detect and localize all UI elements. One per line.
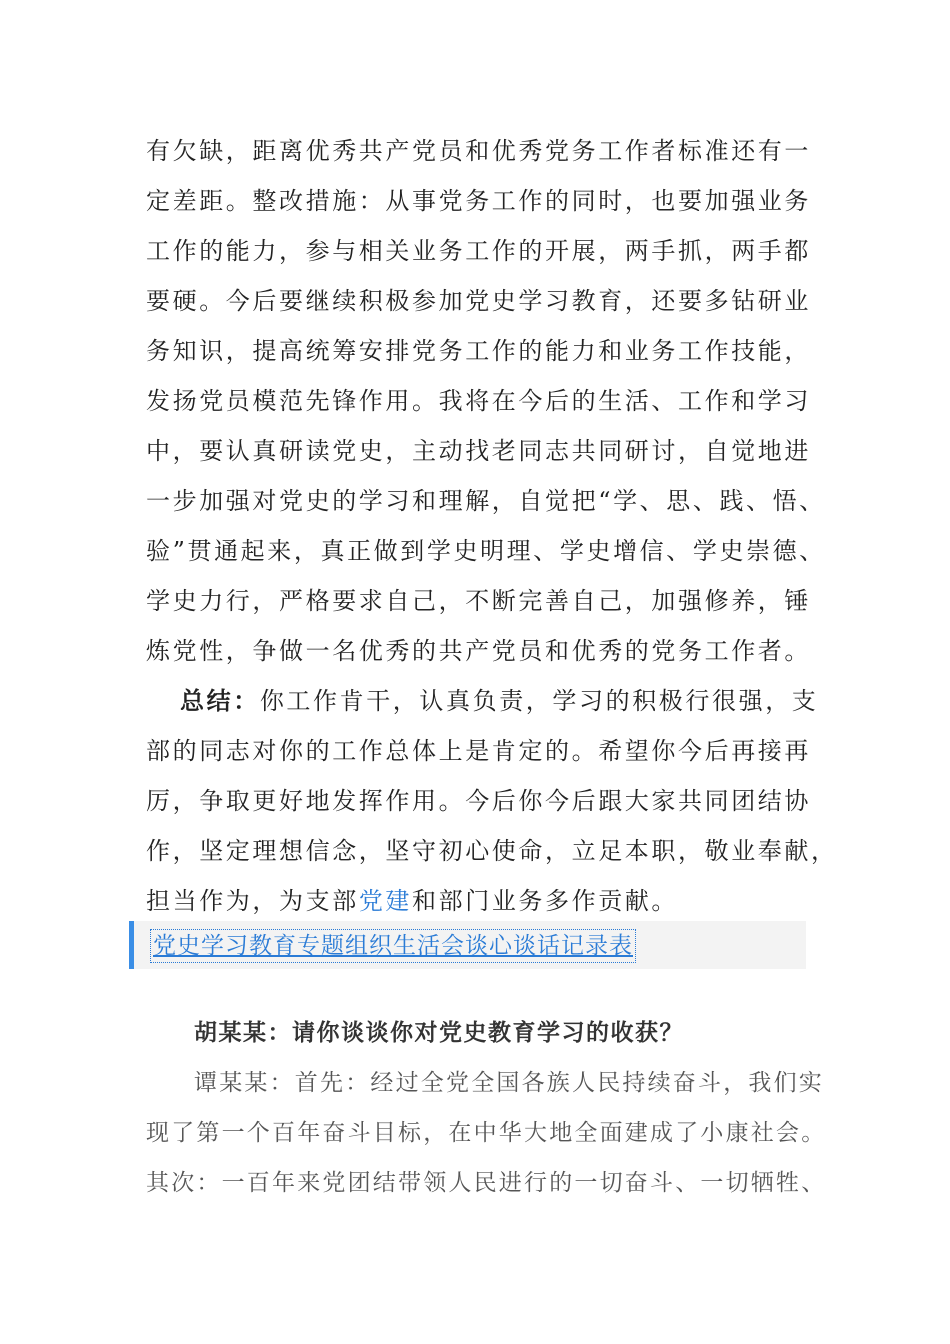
paragraph-line: 有欠缺，距离优秀共产党员和优秀党务工作者标准还有一 [146, 137, 811, 165]
summary-line: 作，坚定理想信念，坚守初心使命，立足本职，敬业奉献， [146, 837, 838, 865]
party-building-link[interactable]: 党建 [358, 887, 413, 915]
summary-last-text: 担当作为，为支部 [146, 887, 359, 915]
paragraph-line: 炼党性，争做一名优秀的共产党员和优秀的党务工作者。 [146, 637, 811, 665]
summary-first-line [146, 676, 819, 726]
paragraph-line: 工作的能力，参与相关业务工作的开展，两手抓，两手都 [146, 237, 811, 265]
section-heading-bar [129, 921, 806, 969]
answer-line: 现了第一个百年奋斗目标，在中华大地全面建成了小康社会。 [146, 1120, 827, 1146]
section-heading-link[interactable]: 党史学习教育专题组织生活会谈心谈话记录表 [150, 929, 636, 963]
paragraph-line: 定差距。整改措施：从事党务工作的同时，也要加强业务 [146, 187, 811, 215]
paragraph-line: 验”贯通起来，真正做到学史明理、学史增信、学史崇德、 [146, 537, 826, 565]
summary-first-text: 你工作肯干，认真负责，学习的积极行很强，支 [259, 687, 819, 715]
paragraph-line: 中，要认真研读党史，主动找老同志共同研讨，自觉地进 [146, 437, 811, 465]
paragraph-line: 学史力行，严格要求自己，不断完善自己，加强修养，锤 [146, 587, 811, 615]
summary-last-line [146, 876, 806, 926]
main-text-block [146, 126, 838, 926]
answer-line: 其次：一百年来党团结带领人民进行的一切奋斗、一切牺牲、 [146, 1170, 827, 1196]
paragraph-line: 一步加强对党史的学习和理解，自觉把“学、思、践、悟、 [146, 487, 826, 515]
question-line: 胡某某：请你谈谈你对党史教育学习的收获？ [194, 1019, 684, 1046]
answer-line: 谭某某：首先：经过全党全国各族人民持续奋斗，我们实 [194, 1070, 824, 1096]
summary-line: 厉，争取更好地发挥作用。今后你今后跟大家共同团结协 [146, 787, 811, 815]
qa-block [146, 1008, 827, 1208]
summary-label: 总结： [180, 686, 260, 715]
summary-last-text-end: 和部门业务多作贡献。 [412, 887, 679, 915]
paragraph-line: 要硬。今后要继续积极参加党史学习教育，还要多钻研业 [146, 287, 811, 315]
summary-line: 部的同志对你的工作总体上是肯定的。希望你今后再接再 [146, 737, 811, 765]
paragraph-line: 发扬党员模范先锋作用。我将在今后的生活、工作和学习 [146, 387, 811, 415]
paragraph-line: 务知识，提高统筹安排党务工作的能力和业务工作技能， [146, 337, 811, 365]
